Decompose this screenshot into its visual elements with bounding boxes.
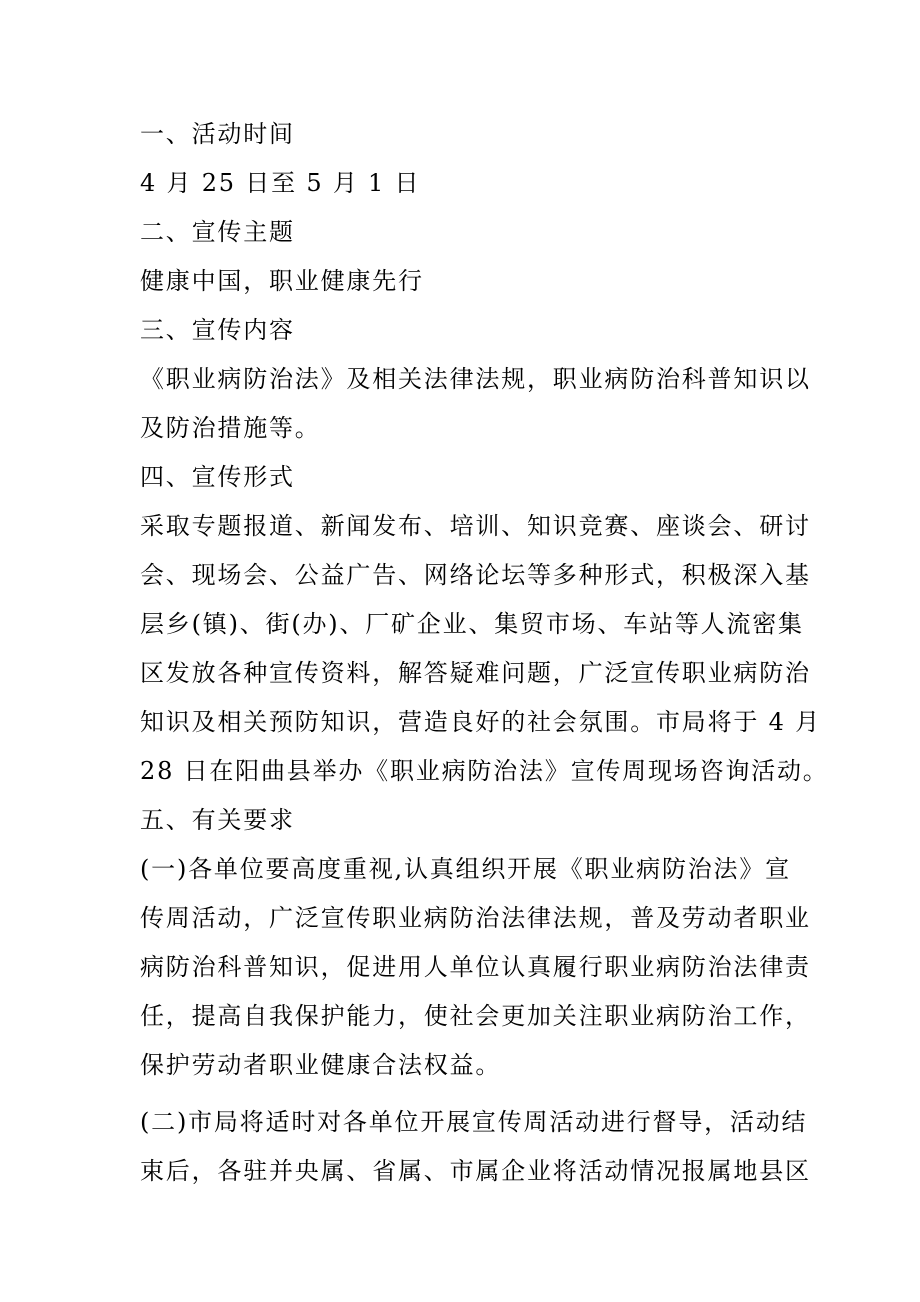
section-heading-requirements: 五、有关要求 (140, 806, 295, 834)
form-paragraph-line: 层乡(镇)、街(办)、厂矿企业、集贸市场、车站等人流密集 (140, 610, 804, 638)
requirement-two-line: 束后，各驻并央属、省属、市属企业将活动情况报属地县区 (140, 1157, 811, 1185)
requirement-one-line: 任，提高自我保护能力，使社会更加关注职业病防治工作， (140, 1002, 811, 1030)
requirement-one-line: 保护劳动者职业健康合法权益。 (140, 1051, 502, 1079)
requirement-two-line: (二)市局将适时对各单位开展宣传周活动进行督导，活动结 (140, 1108, 808, 1136)
theme-text: 健康中国，职业健康先行 (140, 267, 424, 295)
paragraph-gap (140, 1090, 800, 1098)
section-heading-theme: 二、宣传主题 (140, 218, 295, 246)
requirement-one-line: (一)各单位要高度重视,认真组织开展《职业病防治法》宣 (140, 855, 791, 883)
section-heading-content: 三、宣传内容 (140, 316, 295, 344)
content-paragraph-line: 《职业病防治法》及相关法律法规，职业病防治科普知识以 (140, 365, 811, 393)
content-paragraph-line: 及防治措施等。 (140, 414, 321, 442)
activity-date-range: 4 月 25 日至 5 月 1 日 (140, 169, 421, 197)
document-body (140, 110, 829, 1196)
requirement-one-line: 传周活动，广泛宣传职业病防治法律法规，普及劳动者职业 (140, 904, 811, 932)
section-heading-activity-time: 一、活动时间 (140, 120, 295, 148)
form-paragraph-line: 28 日在阳曲县举办《职业病防治法》宣传周现场咨询活动。 (140, 757, 829, 785)
form-paragraph-line: 会、现场会、公益广告、网络论坛等多种形式，积极深入基 (140, 561, 811, 589)
form-paragraph-line: 知识及相关预防知识，营造良好的社会氛围。市局将于 4 月 (140, 708, 821, 736)
form-paragraph-line: 采取专题报道、新闻发布、培训、知识竞赛、座谈会、研讨 (140, 512, 811, 540)
form-paragraph-line: 区发放各种宣传资料，解答疑难问题，广泛宣传职业病防治 (140, 659, 811, 687)
section-heading-form: 四、宣传形式 (140, 463, 295, 491)
requirement-one-line: 病防治科普知识，促进用人单位认真履行职业病防治法律责 (140, 953, 811, 981)
